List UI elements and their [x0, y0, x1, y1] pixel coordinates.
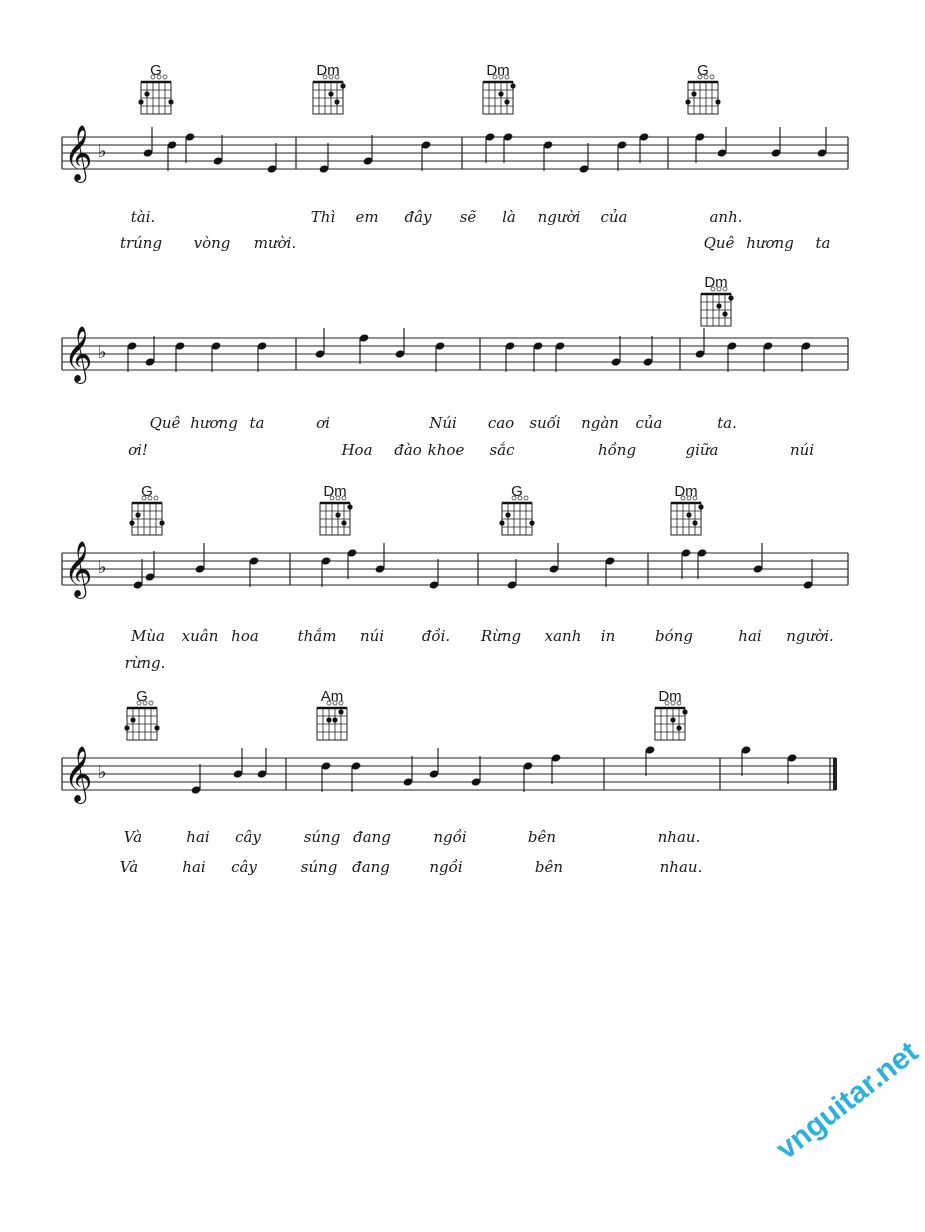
chord-finger-dot: [135, 512, 140, 517]
lyric-verse-1: Mùa: [131, 627, 165, 645]
chord-finger-dot: [715, 99, 720, 104]
lyric-verse-1: đây: [404, 208, 432, 226]
lyric-verse-1: nhau.: [657, 828, 701, 846]
staff-system-3: [62, 541, 848, 599]
chord-diagram-dm: [320, 496, 353, 535]
lyric-verse-1: hai: [186, 828, 210, 846]
chord-finger-dot: [728, 295, 733, 300]
lyric-verse-2: súng: [300, 858, 338, 876]
chord-name: Dm: [316, 62, 340, 79]
lyric-verse-1: người: [537, 208, 581, 226]
chord-open-string: [149, 701, 153, 705]
lyric-verse-2: núi: [789, 441, 815, 459]
chord-finger-dot: [326, 717, 331, 722]
lyric-verse-2: đang: [352, 858, 390, 876]
chord-finger-dot: [130, 717, 135, 722]
lyric-verse-1: súng: [303, 828, 341, 846]
chord-diagram-g: [685, 75, 720, 114]
chord-name: Dm: [323, 483, 347, 500]
chord-finger-dot: [504, 99, 509, 104]
chord-name: G: [511, 483, 523, 500]
lyric-verse-2: cây: [231, 858, 257, 876]
chord-diagram-dm: [483, 75, 516, 114]
chord-name: Dm: [658, 688, 682, 705]
lyric-verse-1: của: [600, 208, 628, 226]
chord-finger-dot: [168, 99, 173, 104]
chord-finger-dot: [334, 99, 339, 104]
lyric-verse-1: Thì: [310, 208, 336, 226]
chord-finger-dot: [692, 520, 697, 525]
lyric-verse-2: Quê: [703, 234, 735, 252]
chord-finger-dot: [138, 99, 143, 104]
lyric-verse-1: Quê: [149, 414, 181, 432]
lyric-verse-1: Núi: [429, 414, 457, 432]
chord-finger-dot: [129, 520, 134, 525]
chord-finger-dot: [510, 83, 515, 88]
lyric-verse-1: núi: [359, 627, 385, 645]
lyric-verse-2: sắc: [489, 441, 515, 459]
chord-finger-dot: [347, 504, 352, 509]
chord-open-string: [154, 496, 158, 500]
lyric-verse-2: ơi!: [128, 441, 148, 459]
chord-open-string: [710, 75, 714, 79]
lyric-verse-1: hương: [190, 414, 238, 432]
final-barline-thick: [833, 758, 837, 790]
chord-name: Dm: [486, 62, 510, 79]
chord-diagram-g: [124, 701, 159, 740]
lyric-verse-1: anh.: [709, 208, 743, 226]
chord-finger-dot: [159, 520, 164, 525]
staff-system-2: [62, 326, 848, 384]
lyric-verse-1: thắm: [297, 627, 337, 645]
treble-clef: 𝄞: [64, 326, 93, 382]
chord-name: G: [141, 483, 153, 500]
lyric-verse-1: cao: [487, 414, 515, 432]
chord-finger-dot: [340, 83, 345, 88]
lyric-verse-1: sẽ: [459, 208, 477, 226]
chord-finger-dot: [499, 520, 504, 525]
chord-open-string: [163, 75, 167, 79]
chord-finger-dot: [124, 725, 129, 730]
lyric-verse-1: đồi.: [421, 627, 451, 645]
watermark: vnguitar.net: [770, 1035, 925, 1167]
chord-finger-dot: [144, 91, 149, 96]
staff-system-4: [62, 745, 837, 804]
lyric-verse-1: là: [502, 208, 516, 226]
lyric-verse-2: bên: [534, 858, 564, 876]
lyric-verse-1: ngàn: [581, 414, 619, 432]
lyric-verse-2: vòng: [193, 234, 231, 252]
chord-finger-dot: [498, 91, 503, 96]
lyric-verse-1: hai: [738, 627, 762, 645]
chord-finger-dot: [676, 725, 681, 730]
lyric-verse-1: bóng: [655, 627, 693, 645]
lyric-verse-1: người.: [786, 627, 834, 645]
lyric-verse-1: ơi: [316, 414, 330, 432]
lyric-verse-2: hồng: [597, 441, 637, 459]
chord-finger-dot: [682, 709, 687, 714]
chord-finger-dot: [529, 520, 534, 525]
lyric-verse-2: rừng.: [124, 654, 166, 672]
chord-finger-dot: [691, 91, 696, 96]
lyric-verse-2: ngồi: [429, 858, 463, 876]
chord-diagram-g: [499, 496, 534, 535]
lyric-verse-2: ta: [815, 234, 831, 252]
lyric-verse-2: hương: [746, 234, 794, 252]
chord-name: G: [136, 688, 148, 705]
chord-finger-dot: [670, 717, 675, 722]
lyric-verse-1: suối: [529, 414, 561, 432]
chord-diagram-g: [138, 75, 173, 114]
lyric-verse-1: tài.: [130, 208, 156, 226]
chord-finger-dot: [505, 512, 510, 517]
chord-name: G: [697, 62, 709, 79]
chord-finger-dot: [685, 99, 690, 104]
lyric-verse-2: Và: [119, 858, 139, 876]
chord-finger-dot: [335, 512, 340, 517]
treble-clef: 𝄞: [64, 746, 93, 802]
chord-name: Dm: [704, 274, 728, 291]
chord-diagram-dm: [655, 701, 688, 740]
key-flat: ♭: [98, 141, 107, 162]
chord-finger-dot: [332, 717, 337, 722]
lyric-verse-2: nhau.: [659, 858, 703, 876]
lyric-verse-2: khoe: [427, 441, 465, 459]
lyric-verse-2: hai: [182, 858, 206, 876]
lyric-verse-1: bên: [527, 828, 557, 846]
lyric-verse-2: mười.: [253, 234, 297, 252]
lyric-verse-1: em: [355, 208, 379, 226]
chord-diagram-dm: [701, 287, 734, 326]
chord-finger-dot: [341, 520, 346, 525]
chord-name: Dm: [674, 483, 698, 500]
chord-finger-dot: [722, 311, 727, 316]
lyric-verse-1: cây: [235, 828, 261, 846]
lyric-verse-1: Và: [123, 828, 143, 846]
lyric-verse-1: của: [635, 414, 663, 432]
treble-clef: 𝄞: [64, 541, 93, 597]
lyric-verse-1: xuân: [181, 627, 219, 645]
lyric-verse-2: đào: [394, 441, 422, 459]
lyric-verse-1: ngồi: [433, 828, 467, 846]
chord-finger-dot: [154, 725, 159, 730]
key-flat: ♭: [98, 557, 107, 578]
key-flat: ♭: [98, 342, 107, 363]
staff-system-1: [62, 125, 848, 183]
chord-diagram-dm: [313, 75, 346, 114]
lyric-verse-1: in: [600, 627, 616, 645]
chord-name: Am: [320, 688, 344, 705]
lyric-verse-1: hoa: [231, 627, 259, 645]
lyric-verse-1: đang: [353, 828, 391, 846]
chord-open-string: [524, 496, 528, 500]
chord-finger-dot: [698, 504, 703, 509]
chord-finger-dot: [716, 303, 721, 308]
lyric-verse-1: ta: [249, 414, 265, 432]
chord-finger-dot: [338, 709, 343, 714]
chord-diagram-dm: [671, 496, 704, 535]
treble-clef: 𝄞: [64, 125, 93, 181]
chord-diagram-g: [129, 496, 164, 535]
lyric-verse-2: giữa: [685, 441, 719, 459]
chord-diagram-am: [317, 701, 347, 740]
lyric-verse-1: ta.: [717, 414, 737, 432]
lyric-verse-1: Rừng: [480, 627, 522, 645]
lyric-verse-1: xanh: [544, 627, 582, 645]
chord-name: G: [150, 62, 162, 79]
chord-finger-dot: [686, 512, 691, 517]
lyric-verse-2: trúng: [119, 234, 163, 252]
lyric-verse-2: Hoa: [341, 441, 373, 459]
key-flat: ♭: [98, 762, 107, 783]
chord-finger-dot: [328, 91, 333, 96]
